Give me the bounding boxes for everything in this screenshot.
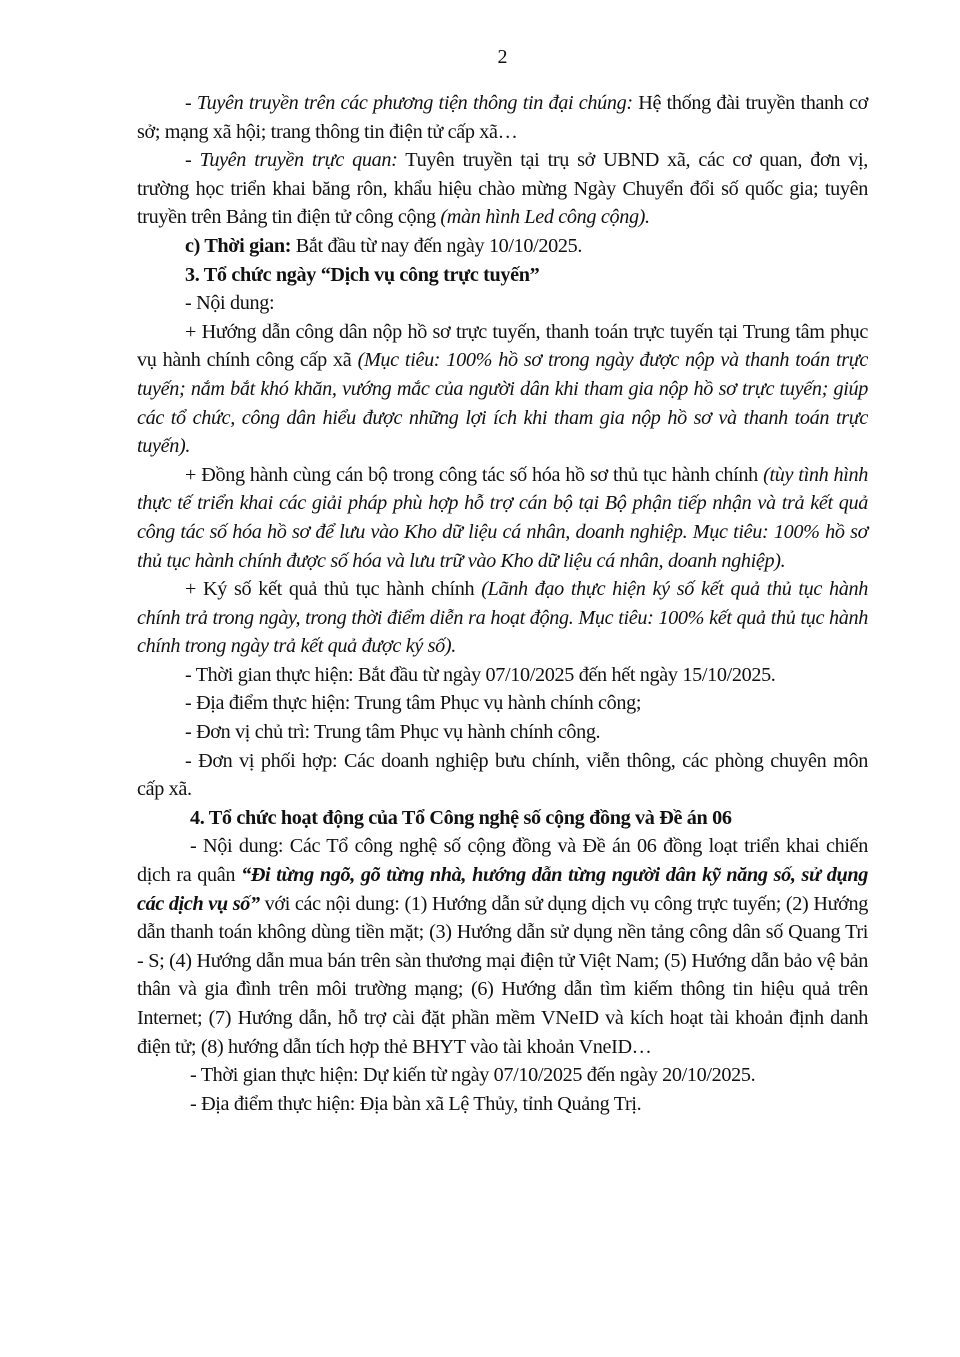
paragraph-mass-media: - Tuyên truyền trên các phương tiện thông tin đại chúng: Hệ thống đài truyền thanh cơ sở; mạng xã hội; trang thông tin điện tử cấp xã… (137, 92, 868, 143)
page-number: 2 (497, 46, 508, 68)
paragraph-digital-signing: + Ký số kết quả thủ tục hành chính (Lãnh đạo thực hiện ký số kết quả thủ tục hành chính trả trong ngày, trong thời điểm diễn ra hoạt động. Mục tiêu: 100% kết quả thủ tục hành chính trong ngày trả kết quả được ký số). (137, 578, 869, 658)
paragraph-implementation-time: - Thời gian thực hiện: Bắt đầu từ ngày 07/10/2025 đến hết ngày 15/10/2025. (185, 663, 776, 686)
section-heading-3: 3. Tổ chức ngày “Dịch vụ công trực tuyến” (185, 263, 540, 286)
paragraph-digitization: + Đồng hành cùng cán bộ trong công tác số hóa hồ sơ thủ tục hành chính (tùy tình hình thực tế triển khai các giải pháp phù hợp hỗ trợ cán bộ tại Bộ phận tiếp nhận và trả kết quả công tác số hóa hồ sơ để lưu vào Kho dữ liệu cá nhân, doanh nghiệp. Mục tiêu: 100% hồ sơ thủ tục hành chính được số hóa và lưu trữ vào Kho dữ liệu cá nhân, doanh nghiệp). (137, 463, 868, 572)
paragraph-coordinating-units: - Đơn vị phối hợp: Các doanh nghiệp bưu chính, viễn thông, các phòng chuyên môn cấp xã. (137, 749, 868, 801)
section-heading-4: 4. Tổ chức hoạt động của Tổ Công nghệ số cộng đồng và Đề án 06 (190, 806, 732, 829)
paragraph-area: - Địa điểm thực hiện: Địa bàn xã Lệ Thủy, tỉnh Quảng Trị. (190, 1092, 642, 1115)
paragraph-label: c) Thời gian: (185, 234, 292, 257)
paragraph-community-tech: - Nội dung: Các Tổ công nghệ số cộng đồng và Đề án 06 đồng loạt triển khai chiến dịch ra quân “Đi từng ngõ, gõ từng nhà, hướng dẫn từng người dân kỹ năng số, sử dụng các dịch vụ số” với các nội dung: (1) Hướng dẫn sử dụng dịch vụ công trực tuyến; (2) Hướng dẫn thanh toán không dùng tiền mặt; (3) Hướng dẫn sử dụng nền tảng công dân số Quang Tri - S; (4) Hướng dẫn mua bán trên sàn thương mại điện tử Việt Nam; (5) Hướng dẫn bảo vệ bản thân và gia đình trên môi trường mạng; (6) Hướng dẫn tìm kiếm thông tin hiệu quả trên Internet; (7) Hướng dẫn, hỗ trợ cài đặt phần mềm VNeID và kích hoạt tài khoản định danh điện tử; (8) hướng dẫn tích hợp thẻ BHYT vào tài khoản VneID… (137, 835, 868, 1058)
paragraph-lead-unit: - Đơn vị chủ trì: Trung tâm Phục vụ hành chính công. (185, 721, 601, 744)
paragraph-label: - Tuyên truyền trực quan: (185, 149, 398, 172)
paragraph-expected-time: - Thời gian thực hiện: Dự kiến từ ngày 07/10/2025 đến ngày 20/10/2025. (190, 1064, 756, 1087)
paragraph-time: c) Thời gian: Bắt đầu từ nay đến ngày 10/10/2025. (185, 234, 583, 257)
paragraph-location: - Địa điểm thực hiện: Trung tâm Phục vụ hành chính công; (185, 692, 642, 715)
paragraph-visual-propaganda: - Tuyên truyền trực quan: Tuyên truyền tại trụ sở UBND xã, các cơ quan, đơn vị, trường học triển khai băng rôn, khẩu hiệu chào mừng Ngày Chuyển đổi số quốc gia; tuyên truyền trên Bảng tin điện tử công cộng (màn hình Led công cộng). (137, 149, 868, 229)
paragraph-content-label: - Nội dung: (185, 292, 275, 315)
paragraph-online-guidance: + Hướng dẫn công dân nộp hồ sơ trực tuyến, thanh toán trực tuyến tại Trung tâm phục vụ hành chính công cấp xã (Mục tiêu: 100% hồ sơ trong ngày được nộp và thanh toán trực tuyến; nắm bắt khó khăn, vướng mắc của người dân khi tham gia nộp hồ sơ trực tuyến; giúp các tổ chức, công dân hiểu được những lợi ích khi tham gia nộp hồ sơ và thanh toán trực tuyến). (137, 320, 868, 458)
document-body (137, 89, 868, 1118)
paragraph-label: - Tuyên truyền trên các phương tiện thông tin đại chúng: (185, 92, 633, 114)
